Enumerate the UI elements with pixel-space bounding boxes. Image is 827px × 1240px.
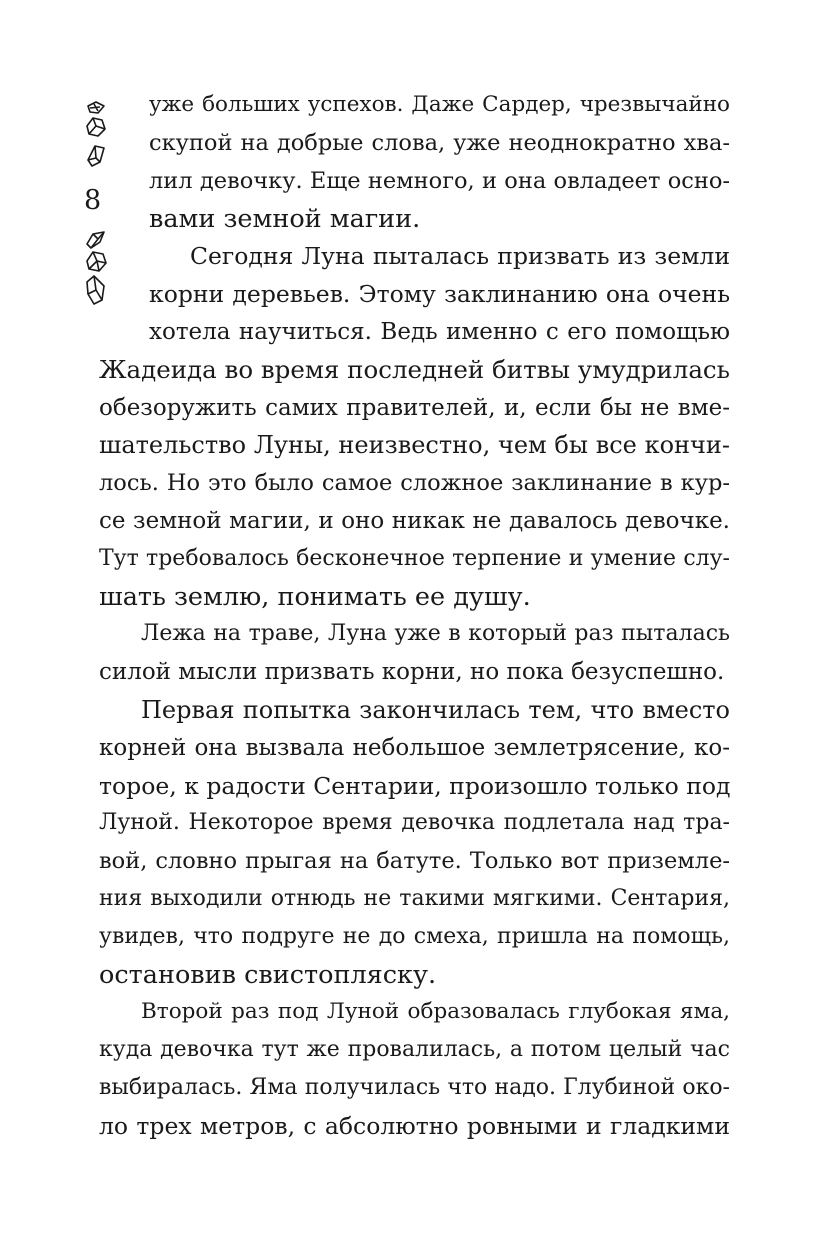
text-line: шательство Луны, неизвестно, чем бы все кончи- <box>99 431 730 459</box>
text-line: Лежа на траве, Луна уже в который раз пыталась <box>141 621 730 646</box>
text-line: ния выходили отнюдь не такими мягкими. Сентария, <box>99 886 730 911</box>
text-line: ло трех метров, с абсолютно ровными и гладкими <box>99 1112 730 1140</box>
text-line: корни деревьев. Этому заклинанию она очень <box>149 280 730 308</box>
text-line: остановив свистопляску. <box>99 960 437 990</box>
text-line: корней она вызвала небольшое землетрясение, ко- <box>99 735 730 761</box>
page-number: 8 <box>84 185 102 216</box>
text-line: Сегодня Луна пыталась призвать из земли <box>190 242 730 270</box>
text-line: Второй раз под Луной образовалась глубокая яма, <box>141 999 730 1024</box>
text-line: Луной. Некоторое время девочка подлетала над тра- <box>99 810 730 835</box>
text-line: обезоружить самих правителей, и, если бы не вме- <box>99 395 730 421</box>
text-line: уже больших успехов. Даже Сардер, чрезвычайно <box>149 92 730 117</box>
text-line: куда девочка тут же провалилась, а потом целый час <box>99 1037 730 1062</box>
text-line: Тут требовалось бесконечное терпение и умение слу- <box>99 546 730 571</box>
text-line: хотела научиться. Ведь именно с его помощью <box>149 319 730 345</box>
text-line: выбиралась. Яма получилась что надо. Глубиной око- <box>99 1075 730 1100</box>
text-line: скупой на добрые слова, уже неоднократно хва- <box>149 130 730 156</box>
text-line: Жадеида во время последней битвы умудрилась <box>99 355 730 384</box>
text-line: лил девочку. Еще немного, и она овладеет осно- <box>149 168 730 194</box>
text-line: Первая попытка закончилась тем, что вместо <box>141 696 730 724</box>
text-line: силой мысли призвать корни, но пока безуспешно. <box>99 659 725 685</box>
text-line: вами земной магии. <box>149 204 421 234</box>
text-line: вой, словно прыгая на батуте. Только вот приземле- <box>99 848 730 874</box>
text-line: лось. Но это было самое сложное заклинание в кур- <box>99 470 730 496</box>
text-line: шать землю, понимать ее душу. <box>99 582 531 612</box>
text-line: се земной магии, и оно никак не давалось девочке. <box>99 508 730 534</box>
text-line: торое, к радости Сентарии, произошло только под <box>99 772 731 800</box>
text-line: увидев, что подруге не до смеха, пришла на помощь, <box>99 924 730 949</box>
